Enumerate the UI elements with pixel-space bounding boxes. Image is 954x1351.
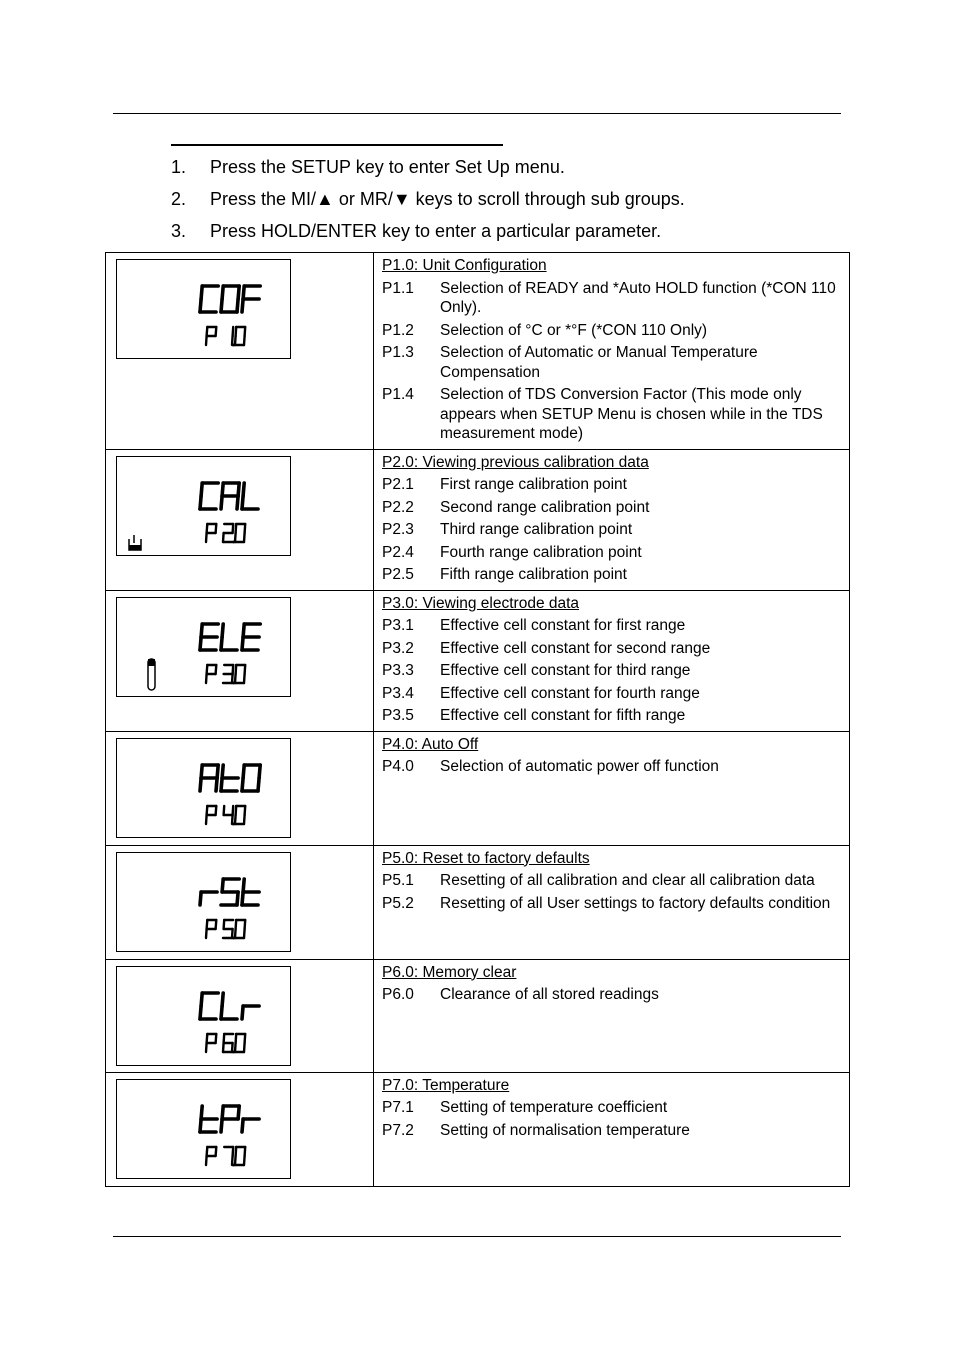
lcd-segment-c	[216, 778, 217, 791]
lcd-digit	[223, 665, 233, 683]
group-title: P1.0: Unit Configuration	[382, 257, 547, 274]
lcd-segment-e	[200, 892, 201, 905]
lcd-segment-f	[236, 920, 237, 929]
parameter-code: P2.1	[382, 476, 414, 493]
parameter-description-cell	[374, 845, 850, 959]
lcd-digit	[232, 327, 233, 345]
lcd-display	[116, 456, 291, 556]
lcd-digit	[200, 624, 218, 650]
lcd-segment-f	[201, 624, 202, 637]
lcd-segment-b	[217, 765, 218, 778]
parameter-desc: Effective cell constant for fifth range	[440, 707, 686, 724]
lcd-display	[116, 738, 291, 838]
lcd-digit	[200, 286, 218, 312]
lcd-digit	[235, 524, 245, 542]
parameter-description-cell	[374, 449, 850, 590]
lcd-digit	[224, 1147, 233, 1165]
lcd-digit	[206, 1147, 216, 1165]
lcd-segment-f	[207, 327, 208, 336]
parameter-code: P1.4	[382, 386, 414, 403]
lcd-segment-e	[235, 674, 236, 683]
lcd-segment-b	[233, 1147, 234, 1156]
lcd-segment-b	[245, 327, 246, 336]
lcd-segment-c	[232, 929, 233, 938]
step-item	[171, 187, 685, 219]
lcd-segment-e	[223, 533, 224, 542]
parameter-description-cell	[374, 590, 850, 731]
lcd-segment-e	[242, 1006, 243, 1019]
group-title: P7.0: Temperature	[382, 1076, 510, 1094]
lcd-segment-e	[235, 1156, 236, 1165]
parameter-item	[382, 616, 841, 636]
lcd-digit	[235, 1034, 245, 1052]
lcd-segment-b	[245, 920, 246, 929]
group-title: P5.0: Reset to factory defaults	[382, 849, 590, 867]
parameter-desc: Setting of normalisation temperature	[440, 1121, 690, 1139]
parameter-item	[382, 894, 841, 914]
lcd-segment-f	[222, 765, 223, 778]
parameter-item	[382, 639, 841, 659]
lcd-segment-c	[244, 815, 245, 824]
lcd-display-cell	[106, 253, 374, 450]
lcd-digit	[206, 665, 216, 683]
parameter-code: P4.0	[382, 758, 414, 775]
parameter-item	[382, 871, 841, 891]
lcd-segment-e	[206, 1043, 207, 1052]
lcd-segment-b	[238, 483, 239, 496]
lcd-digit	[221, 286, 239, 312]
lcd-segment-b	[216, 1147, 217, 1156]
lcd-segment-e	[242, 778, 243, 791]
lcd-segment-f	[236, 665, 237, 674]
lcd-segment-b	[216, 1034, 217, 1043]
parameter-desc: First range calibration point	[440, 476, 627, 493]
lcd-segment-c	[244, 336, 245, 345]
lcd-digit	[221, 879, 239, 905]
lcd-segment-f	[236, 806, 237, 815]
parameter-code: P3.5	[382, 707, 414, 724]
lcd-segment-c	[237, 892, 238, 905]
lcd-segment-f	[243, 286, 244, 299]
parameter-item	[382, 520, 841, 540]
lcd-segment-f	[222, 879, 223, 892]
lcd-segment-c	[232, 1043, 233, 1052]
lcd-main-text	[200, 624, 260, 650]
step-number: 1.	[171, 157, 187, 177]
lcd-segment-e	[200, 637, 201, 650]
lcd-segment-f	[222, 993, 223, 1006]
parameter-item	[382, 1121, 841, 1141]
parameter-code: P3.4	[382, 684, 414, 702]
lcd-segment-f	[224, 920, 225, 929]
parameter-item	[382, 321, 841, 341]
lcd-segment-f	[207, 806, 208, 815]
lcd-digit	[206, 327, 216, 345]
electrode-icon	[148, 659, 155, 690]
lcd-segment-e	[235, 533, 236, 542]
lcd-param-code	[206, 1034, 245, 1053]
lcd-main-text	[200, 286, 260, 312]
lcd-segment-e	[235, 336, 236, 345]
lcd-digit	[223, 1034, 233, 1052]
header-rule	[113, 113, 841, 114]
table-row	[106, 1072, 850, 1186]
lcd-segment-f	[243, 765, 244, 778]
parameter-code: P2.4	[382, 543, 414, 561]
table-row	[106, 449, 850, 590]
lcd-segment-c	[232, 815, 233, 824]
lcd-digit	[206, 806, 216, 824]
lcd-segment-b	[233, 665, 234, 674]
lcd-digit	[206, 920, 216, 938]
lcd-digit	[200, 483, 218, 509]
lcd-segment-b	[245, 665, 246, 674]
lcd-digit	[235, 920, 245, 938]
lcd-display-cell	[106, 845, 374, 959]
lcd-segment-e	[235, 815, 236, 824]
lcd-segment-f	[201, 993, 202, 1006]
lcd-display-cell	[106, 959, 374, 1072]
lcd-main-text	[200, 993, 259, 1019]
step-item	[171, 219, 685, 251]
parameter-desc: Fourth range calibration point	[440, 543, 642, 561]
parameter-desc: Effective cell constant for third range	[440, 662, 691, 679]
lcd-segment-c	[232, 1156, 233, 1165]
parameter-desc: Effective cell constant for fourth range	[440, 684, 700, 702]
lcd-readout	[117, 1080, 289, 1177]
lcd-segment-f	[207, 665, 208, 674]
lcd-param-code	[206, 665, 245, 684]
table-row	[106, 959, 850, 1072]
parameter-code: P1.2	[382, 321, 414, 339]
lcd-segment-b	[238, 286, 239, 299]
lcd-param-code	[206, 920, 245, 939]
lcd-param-code	[206, 327, 245, 346]
lcd-segment-f	[207, 524, 208, 533]
group-title: P2.0: Viewing previous calibration data	[382, 453, 649, 471]
lcd-digit	[206, 524, 216, 542]
lcd-readout	[117, 739, 289, 836]
lcd-segment-f	[207, 1147, 208, 1156]
lcd-segment-b	[233, 806, 234, 815]
parameter-code: P3.1	[382, 617, 414, 634]
electrode-cap	[148, 659, 155, 666]
parameter-desc: Third range calibration point	[440, 521, 633, 538]
parameter-item	[382, 565, 841, 585]
lcd-segment-c	[237, 299, 238, 312]
lcd-digit	[223, 920, 233, 938]
lcd-segment-e	[221, 1119, 222, 1132]
parameter-item	[382, 706, 841, 726]
lcd-digit	[200, 1106, 217, 1132]
lcd-segment-f	[222, 483, 223, 496]
lcd-segment-f	[201, 1106, 202, 1119]
step-text: Press the SETUP key to enter Set Up menu.	[210, 157, 565, 177]
lcd-segment-c	[258, 778, 259, 791]
parameter-code: P7.1	[382, 1099, 414, 1116]
lcd-readout	[117, 853, 289, 950]
parameter-item	[382, 498, 841, 518]
footer-rule	[113, 1236, 841, 1237]
section-heading-rule	[171, 144, 503, 146]
lcd-param-code	[206, 1147, 245, 1166]
parameter-code: P5.1	[382, 872, 414, 889]
lcd-digit	[221, 765, 238, 791]
lcd-segment-b	[216, 920, 217, 929]
lcd-segment-f	[224, 1034, 225, 1043]
lcd-readout	[117, 260, 289, 357]
lcd-readout	[117, 598, 289, 695]
lcd-segment-f	[222, 1106, 223, 1119]
lcd-segment-e	[206, 336, 207, 345]
lcd-digit	[221, 1106, 239, 1132]
lcd-segment-c	[232, 674, 233, 683]
parameter-code: P6.0	[382, 986, 414, 1003]
step-number: 3.	[171, 221, 187, 241]
parameter-item	[382, 343, 841, 382]
lcd-readout	[117, 967, 289, 1064]
parameter-item	[382, 757, 841, 777]
parameter-code: P2.2	[382, 498, 414, 516]
parameter-desc: Selection of °C or *°F (*CON 110 Only)	[440, 321, 708, 339]
lcd-segment-e	[242, 496, 243, 509]
lcd-segment-b	[259, 765, 260, 778]
lcd-digit	[200, 765, 218, 791]
parameter-desc: Resetting of all calibration and clear all calibration data	[440, 872, 815, 889]
parameter-item	[382, 385, 841, 444]
lcd-segment-e	[206, 1156, 207, 1165]
lcd-segment-b	[216, 524, 217, 533]
lcd-digit	[242, 286, 260, 312]
lcd-main-text	[200, 879, 259, 905]
lcd-display-cell	[106, 731, 374, 845]
step-number: 2.	[171, 189, 187, 209]
table-row	[106, 253, 850, 450]
parameter-item	[382, 279, 841, 318]
parameter-desc: Resetting of all User settings to factory defaults condition	[440, 894, 831, 912]
parameter-item	[382, 684, 841, 704]
lcd-segment-b	[245, 806, 246, 815]
lcd-segment-b	[233, 524, 234, 533]
lcd-segment-e	[206, 815, 207, 824]
lcd-segment-e	[200, 496, 201, 509]
parameter-desc: Selection of automatic power off function	[440, 758, 719, 775]
lcd-segment-f	[243, 483, 244, 496]
lcd-segment-e	[200, 778, 201, 791]
lcd-segment-e	[242, 299, 243, 312]
lcd-segment-e	[242, 892, 243, 905]
lcd-digit	[242, 1119, 259, 1132]
parameter-desc: Fifth range calibration point	[440, 566, 627, 583]
parameter-item	[382, 661, 841, 681]
lcd-display	[116, 966, 291, 1066]
step-text: Press the MI/▲ or MR/▼ keys to scroll through sub groups.	[210, 189, 685, 209]
parameter-desc: Selection of Automatic or Manual Temperature Compensation	[440, 344, 758, 381]
lcd-segment-f	[201, 765, 202, 778]
lcd-display	[116, 597, 291, 697]
lcd-segment-e	[206, 674, 207, 683]
beaker-liquid	[129, 545, 141, 550]
lcd-digit	[235, 327, 245, 345]
parameter-item	[382, 985, 841, 1005]
lcd-display-cell	[106, 449, 374, 590]
lcd-digit	[242, 765, 260, 791]
parameter-item	[382, 543, 841, 563]
lcd-segment-f	[243, 624, 244, 637]
lcd-display	[116, 852, 291, 952]
lcd-segment-b	[216, 665, 217, 674]
lcd-readout	[117, 457, 289, 554]
lcd-segment-c	[237, 496, 238, 509]
lcd-segment-b	[233, 327, 234, 336]
lcd-segment-e	[235, 1043, 236, 1052]
parameter-desc: Selection of READY and *Auto HOLD function (*CON 110 Only).	[440, 279, 836, 316]
lcd-digit	[235, 665, 245, 683]
parameter-desc: Setting of temperature coefficient	[440, 1099, 668, 1116]
lcd-digit	[242, 624, 260, 650]
lcd-digit	[200, 993, 218, 1019]
lcd-segment-e	[242, 1119, 243, 1132]
lcd-segment-f	[201, 286, 202, 299]
parameter-code: P2.5	[382, 566, 414, 583]
lcd-segment-e	[221, 1006, 222, 1019]
setup-parameter-table	[105, 252, 850, 1187]
lcd-segment-e	[206, 533, 207, 542]
lcd-segment-f	[236, 524, 237, 533]
lcd-segment-f	[224, 806, 225, 815]
lcd-segment-f	[243, 879, 244, 892]
lcd-digit	[235, 806, 245, 824]
lcd-segment-e	[200, 299, 201, 312]
lcd-digit	[221, 993, 237, 1019]
table-row	[106, 845, 850, 959]
parameter-item	[382, 1098, 841, 1118]
lcd-segment-f	[207, 1034, 208, 1043]
lcd-main-text	[200, 1106, 259, 1132]
lcd-segment-b	[245, 524, 246, 533]
parameter-code: P1.1	[382, 279, 414, 297]
lcd-segment-f	[207, 920, 208, 929]
lcd-segment-c	[244, 929, 245, 938]
lcd-main-text	[200, 483, 258, 509]
parameter-description-cell	[374, 253, 850, 450]
lcd-segment-b	[245, 1034, 246, 1043]
lcd-segment-b	[245, 1147, 246, 1156]
lcd-param-code	[206, 806, 245, 825]
lcd-digit	[206, 1034, 216, 1052]
parameter-description-cell	[374, 959, 850, 1072]
table-row	[106, 731, 850, 845]
group-title: P3.0: Viewing electrode data	[382, 594, 580, 612]
lcd-segment-f	[236, 1147, 237, 1156]
lcd-param-code	[206, 524, 245, 543]
lcd-segment-e	[223, 1043, 224, 1052]
lcd-display-cell	[106, 1072, 374, 1186]
lcd-segment-c	[244, 674, 245, 683]
lcd-display-cell	[106, 590, 374, 731]
beaker-icon	[129, 535, 141, 550]
lcd-segment-e	[221, 299, 222, 312]
parameter-code: P1.3	[382, 344, 414, 361]
parameter-desc: Effective cell constant for second range	[440, 639, 711, 657]
lcd-segment-e	[221, 637, 222, 650]
lcd-segment-e	[200, 1119, 201, 1132]
lcd-digit	[224, 806, 234, 824]
parameter-desc: Selection of TDS Conversion Factor (This mode only appears when SETUP Menu is chosen while in the TDS measurement mode)	[440, 386, 823, 442]
lcd-segment-b	[216, 806, 217, 815]
step-item	[171, 155, 685, 187]
lcd-segment-e	[235, 929, 236, 938]
lcd-segment-e	[242, 637, 243, 650]
lcd-main-text	[200, 765, 260, 791]
lcd-segment-f	[236, 327, 237, 336]
table-row	[106, 590, 850, 731]
lcd-segment-b	[238, 1106, 239, 1119]
parameter-desc: Effective cell constant for first range	[440, 617, 686, 634]
group-title: P4.0: Auto Off	[382, 735, 479, 753]
lcd-segment-c	[244, 1043, 245, 1052]
parameter-item	[382, 475, 841, 495]
parameter-code: P2.3	[382, 521, 414, 538]
lcd-digit	[221, 483, 239, 509]
parameter-code: P3.3	[382, 662, 414, 679]
lcd-digit	[242, 1006, 259, 1019]
lcd-segment-f	[201, 483, 202, 496]
parameter-code: P3.2	[382, 639, 414, 657]
lcd-digit	[242, 483, 258, 509]
lcd-segment-c	[244, 533, 245, 542]
parameter-description-cell	[374, 1072, 850, 1186]
parameter-code: P5.2	[382, 894, 414, 912]
lcd-segment-e	[200, 1006, 201, 1019]
lcd-segment-f	[222, 624, 223, 637]
step-text: Press HOLD/ENTER key to enter a particular parameter.	[210, 221, 662, 241]
group-title: P6.0: Memory clear	[382, 963, 517, 981]
lcd-segment-b	[216, 327, 217, 336]
setup-steps-list	[171, 155, 685, 251]
lcd-digit	[200, 892, 217, 905]
lcd-digit	[242, 879, 259, 905]
lcd-segment-c	[244, 1156, 245, 1165]
lcd-segment-c	[232, 336, 233, 345]
lcd-segment-e	[221, 496, 222, 509]
lcd-display	[116, 259, 291, 359]
parameter-description-cell	[374, 731, 850, 845]
lcd-segment-f	[236, 1034, 237, 1043]
lcd-digit	[223, 524, 233, 542]
lcd-digit	[235, 1147, 245, 1165]
lcd-segment-e	[221, 778, 222, 791]
lcd-segment-f	[222, 286, 223, 299]
parameter-desc: Second range calibration point	[440, 498, 650, 516]
parameter-code: P7.2	[382, 1121, 414, 1139]
lcd-digit	[221, 624, 237, 650]
lcd-segment-e	[206, 929, 207, 938]
parameter-desc: Clearance of all stored readings	[440, 986, 659, 1003]
lcd-display	[116, 1079, 291, 1179]
